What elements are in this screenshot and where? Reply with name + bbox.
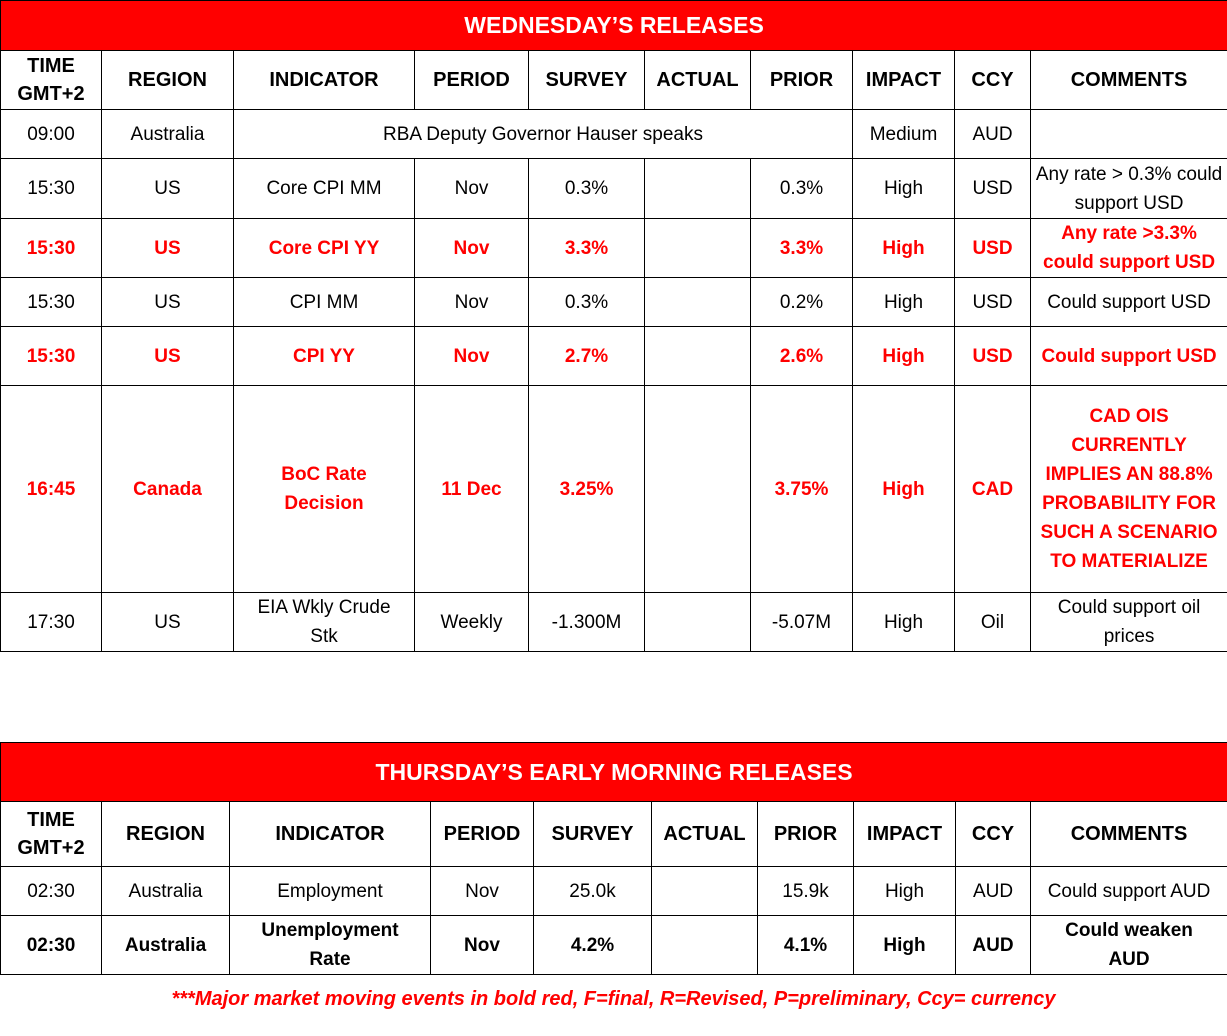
cell-region: Australia xyxy=(102,110,234,159)
cell-time: 15:30 xyxy=(1,327,102,386)
col-header-period: PERIOD xyxy=(431,802,534,867)
table-row xyxy=(1,219,1227,278)
cell-indicator: BoC Rate Decision xyxy=(234,386,415,593)
cell-period: Nov xyxy=(415,219,529,278)
cell-period: 11 Dec xyxy=(415,386,529,593)
col-header-time: TIME GMT+2 xyxy=(1,802,102,867)
cell-time: 02:30 xyxy=(1,867,102,916)
cell-comment: CAD OIS CURRENTLY IMPLIES AN 88.8% PROBABILITY FOR SUCH A SCENARIO TO MATERIALIZE xyxy=(1031,386,1227,593)
table-row xyxy=(1,916,1227,975)
wednesday-title: WEDNESDAY’S RELEASES xyxy=(1,1,1227,51)
cell-actual xyxy=(645,327,751,386)
cell-actual xyxy=(645,219,751,278)
cell-actual xyxy=(645,278,751,327)
cell-prior: 3.3% xyxy=(751,219,853,278)
cell-comment xyxy=(1031,110,1227,159)
table-row xyxy=(1,386,1227,593)
cell-ccy: USD xyxy=(955,327,1031,386)
cell-impact: High xyxy=(853,593,955,652)
cell-impact: High xyxy=(853,327,955,386)
cell-survey: 3.3% xyxy=(529,219,645,278)
cell-ccy: Oil xyxy=(955,593,1031,652)
col-header-comments: COMMENTS xyxy=(1031,802,1227,867)
table-row xyxy=(1,593,1227,652)
cell-indicator: CPI MM xyxy=(234,278,415,327)
cell-region: US xyxy=(102,278,234,327)
cell-indicator: Employment xyxy=(230,867,431,916)
cell-actual xyxy=(645,386,751,593)
cell-time: 15:30 xyxy=(1,159,102,219)
cell-time: 17:30 xyxy=(1,593,102,652)
cell-ccy: USD xyxy=(955,159,1031,219)
cell-prior: 3.75% xyxy=(751,386,853,593)
cell-period: Nov xyxy=(415,278,529,327)
cell-survey: -1.300M xyxy=(529,593,645,652)
cell-actual xyxy=(652,916,758,975)
cell-prior: 2.6% xyxy=(751,327,853,386)
cell-comment: Could support AUD xyxy=(1031,867,1227,916)
cell-actual xyxy=(645,159,751,219)
table-row xyxy=(1,110,1227,159)
col-header-indicator: INDICATOR xyxy=(230,802,431,867)
cell-ccy: USD xyxy=(955,219,1031,278)
cell-region: US xyxy=(102,219,234,278)
col-header-time: TIME GMT+2 xyxy=(1,51,102,110)
col-header-actual: ACTUAL xyxy=(645,51,751,110)
col-header-prior: PRIOR xyxy=(758,802,854,867)
cell-ccy: AUD xyxy=(955,110,1031,159)
col-header-comments: COMMENTS xyxy=(1031,51,1227,110)
cell-impact: High xyxy=(854,916,956,975)
cell-indicator: Core CPI YY xyxy=(234,219,415,278)
col-header-region: REGION xyxy=(102,51,234,110)
cell-indicator: EIA Wkly Crude Stk xyxy=(234,593,415,652)
cell-comment: Could support USD xyxy=(1031,327,1227,386)
col-header-ccy: CCY xyxy=(955,51,1031,110)
cell-comment: Could support oil prices xyxy=(1031,593,1227,652)
cell-survey: 0.3% xyxy=(529,278,645,327)
cell-period: Nov xyxy=(431,867,534,916)
cell-indicator: CPI YY xyxy=(234,327,415,386)
col-header-survey: SURVEY xyxy=(529,51,645,110)
cell-time: 15:30 xyxy=(1,219,102,278)
cell-comment: Any rate >3.3% could support USD xyxy=(1031,219,1227,278)
cell-impact: High xyxy=(853,386,955,593)
cell-time: 02:30 xyxy=(1,916,102,975)
cell-impact: Medium xyxy=(853,110,955,159)
table-row xyxy=(1,159,1227,219)
cell-comment: Any rate > 0.3% could support USD xyxy=(1031,159,1227,219)
table-row xyxy=(1,867,1227,916)
cell-indicator: Core CPI MM xyxy=(234,159,415,219)
cell-period: Nov xyxy=(415,159,529,219)
col-header-ccy: CCY xyxy=(956,802,1031,867)
thursday-releases-table xyxy=(0,742,1227,975)
table-row xyxy=(1,278,1227,327)
cell-impact: High xyxy=(854,867,956,916)
cell-time: 16:45 xyxy=(1,386,102,593)
cell-region: US xyxy=(102,159,234,219)
col-header-region: REGION xyxy=(102,802,230,867)
cell-ccy: USD xyxy=(955,278,1031,327)
cell-region: US xyxy=(102,593,234,652)
col-header-prior: PRIOR xyxy=(751,51,853,110)
footnote: ***Major market moving events in bold red, F=final, R=Revised, P=preliminary, Ccy= currency xyxy=(171,988,1056,1010)
cell-period: Nov xyxy=(431,916,534,975)
cell-time: 15:30 xyxy=(1,278,102,327)
cell-region: Canada xyxy=(102,386,234,593)
cell-prior: 15.9k xyxy=(758,867,854,916)
col-header-period: PERIOD xyxy=(415,51,529,110)
cell-period: Weekly xyxy=(415,593,529,652)
cell-ccy: AUD xyxy=(956,916,1031,975)
cell-survey: 3.25% xyxy=(529,386,645,593)
table-row xyxy=(1,327,1227,386)
cell-survey: 0.3% xyxy=(529,159,645,219)
cell-impact: High xyxy=(853,159,955,219)
col-header-actual: ACTUAL xyxy=(652,802,758,867)
cell-survey: 2.7% xyxy=(529,327,645,386)
cell-period: Nov xyxy=(415,327,529,386)
cell-time: 09:00 xyxy=(1,110,102,159)
cell-indicator: Unemployment Rate xyxy=(230,916,431,975)
cell-region: Australia xyxy=(102,916,230,975)
cell-prior: -5.07M xyxy=(751,593,853,652)
cell-survey: 4.2% xyxy=(534,916,652,975)
cell-survey: 25.0k xyxy=(534,867,652,916)
cell-impact: High xyxy=(853,219,955,278)
col-header-indicator: INDICATOR xyxy=(234,51,415,110)
col-header-survey: SURVEY xyxy=(534,802,652,867)
col-header-impact: IMPACT xyxy=(853,51,955,110)
thursday-title: THURSDAY’S EARLY MORNING RELEASES xyxy=(1,743,1227,802)
cell-actual xyxy=(645,593,751,652)
cell-event: RBA Deputy Governor Hauser speaks xyxy=(234,110,853,159)
cell-comment: Could weaken AUD xyxy=(1031,916,1227,975)
cell-prior: 0.3% xyxy=(751,159,853,219)
cell-ccy: AUD xyxy=(956,867,1031,916)
cell-prior: 4.1% xyxy=(758,916,854,975)
col-header-impact: IMPACT xyxy=(854,802,956,867)
cell-actual xyxy=(652,867,758,916)
cell-region: Australia xyxy=(102,867,230,916)
cell-comment: Could support USD xyxy=(1031,278,1227,327)
cell-prior: 0.2% xyxy=(751,278,853,327)
cell-ccy: CAD xyxy=(955,386,1031,593)
cell-impact: High xyxy=(853,278,955,327)
cell-region: US xyxy=(102,327,234,386)
